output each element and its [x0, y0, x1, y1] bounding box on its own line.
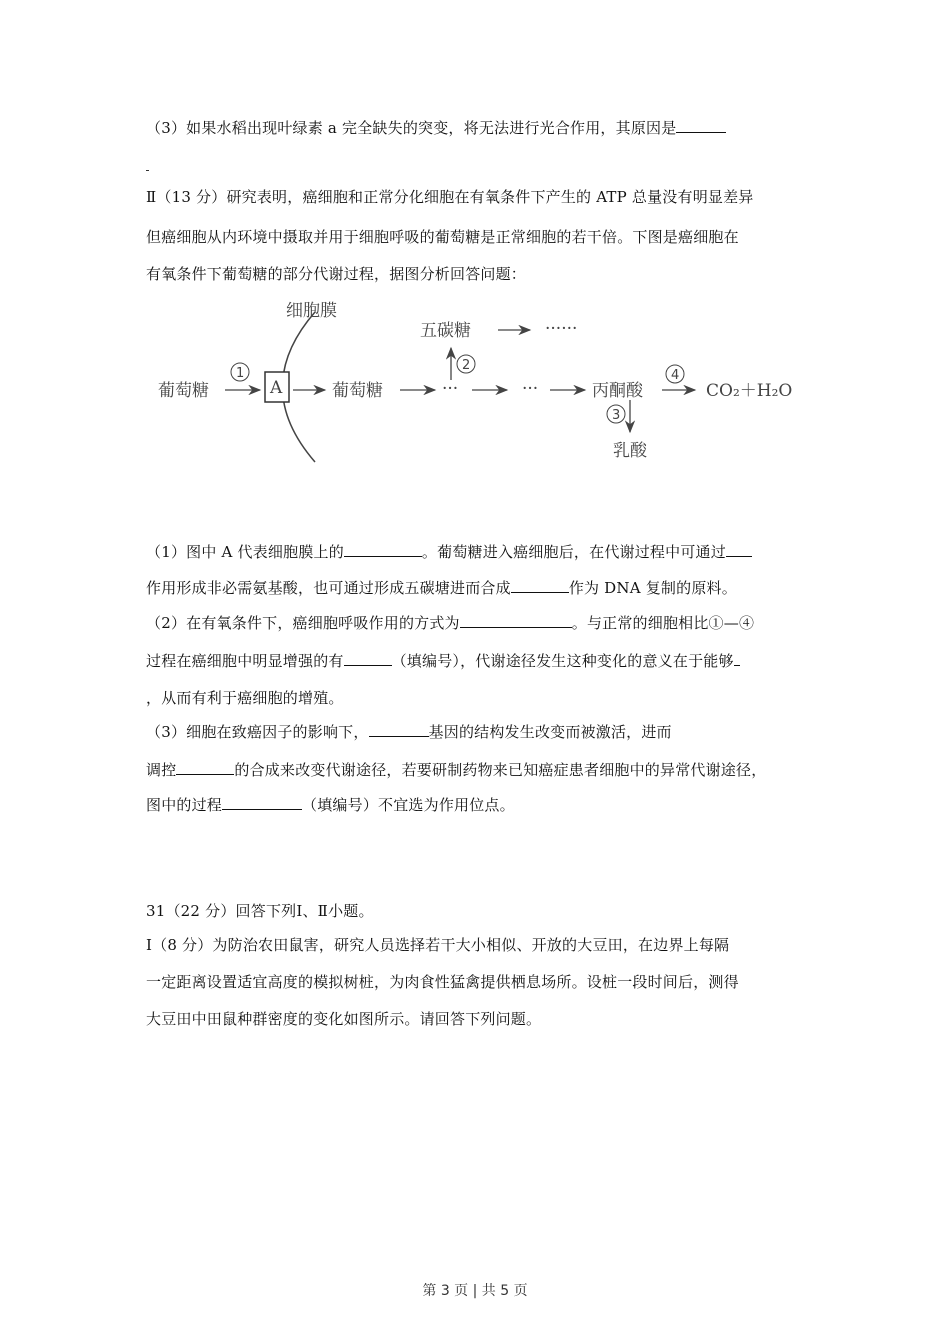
part-ii-intro-line-3: 有氧条件下葡萄糖的部分代谢过程，据图分析回答问题：	[146, 265, 527, 283]
q3-text-a: （3）细胞在致癌因子的影响下，	[146, 723, 369, 741]
ellipsis-1: ···	[442, 379, 459, 399]
q2-text-d: （填编号），代谢途径发生这种变化的意义在于能够	[391, 652, 734, 670]
glucose-inside-label: 葡萄糖	[332, 381, 383, 401]
question-text: （3）如果水稻出现叶绿素 a 完全缺失的突变，将无法进行光合作用，其原因是	[146, 119, 677, 137]
question-1-line-1	[146, 542, 752, 562]
glucose-outside-label: 葡萄糖	[158, 381, 209, 401]
question-31-part-i-line-2: 一定距离设置适宜高度的模拟树桩，为肉食性猛禽提供栖息场所。设桩一段时间后，测得	[146, 973, 739, 991]
q1-text-b: 。葡萄糖进入癌细胞后，在代谢过程中可通过	[421, 543, 726, 561]
answer-blank-2b	[344, 651, 392, 666]
question-31-title: 31（22 分）回答下列Ⅰ、Ⅱ小题。	[146, 902, 374, 920]
q1-text-d: 作为 DNA 复制的原料。	[568, 579, 737, 597]
q1-text-c: 作用形成非必需氨基酸，也可通过形成五碳塘进而合成	[146, 579, 511, 597]
q1-text-a: （1）图中 A 代表细胞膜上的	[146, 543, 344, 561]
answer-blank	[676, 118, 726, 133]
question-3-line-3	[146, 795, 515, 815]
question-1-line-2	[146, 578, 737, 598]
answer-blank-2c	[734, 651, 740, 666]
glucose-metabolism-diagram	[150, 292, 820, 472]
q2-text-c: 过程在癌细胞中明显增强的有	[146, 652, 344, 670]
part-ii-intro-line-2: 但癌细胞从内环境中摄取并用于细胞呼吸的葡萄糖是正常细胞的若干倍。下图是癌细胞在	[146, 228, 739, 246]
answer-blank-3b	[176, 760, 234, 775]
box-a-label: A	[270, 378, 283, 398]
products-label: CO₂＋H₂O	[706, 381, 793, 401]
ellipsis-2: ···	[522, 379, 539, 399]
question-2-line-1	[146, 613, 754, 633]
ellipsis-pentose: ······	[545, 319, 578, 339]
q3-text-e: 图中的过程	[146, 796, 223, 814]
step-4-label: 4	[671, 368, 680, 383]
step-1-label: 1	[236, 366, 245, 381]
answer-blank-3c	[222, 795, 302, 810]
question-2-line-2	[146, 651, 740, 671]
answer-blank-1a	[344, 542, 422, 557]
membrane-label: 细胞膜	[286, 301, 337, 321]
q3-text-f: （填编号）不宜选为作用位点。	[302, 796, 515, 814]
question-3-photosynthesis	[146, 118, 726, 138]
page-footer: 第 3 页 | 共 5 页	[422, 1283, 528, 1299]
stray-mark	[146, 170, 149, 171]
question-31-part-i-line-3: 大豆田中田鼠种群密度的变化如图所示。请回答下列问题。	[146, 1010, 542, 1028]
answer-blank-3a	[369, 722, 429, 737]
question-3-line-2	[146, 760, 766, 780]
q3-text-c: 调控	[146, 761, 177, 779]
q2-text-a: （2）在有氧条件下，癌细胞呼吸作用的方式为	[146, 614, 460, 632]
answer-blank-1c	[511, 578, 569, 593]
pentose-label: 五碳糖	[420, 321, 471, 341]
answer-blank-1b	[726, 542, 752, 557]
q3-text-b: 基因的结构发生改变而被激活，进而	[428, 723, 672, 741]
step-3-label: 3	[612, 408, 621, 423]
question-3-line-1	[146, 722, 672, 742]
q3-text-d: 的合成来改变代谢途径，若要研制药物来已知癌症患者细胞中的异常代谢途径，	[234, 761, 767, 779]
question-2-line-3: ，从而有利于癌细胞的增殖。	[146, 689, 344, 707]
pyruvate-label: 丙酮酸	[592, 381, 643, 401]
step-2-label: 2	[462, 358, 471, 373]
lactate-label: 乳酸	[613, 441, 647, 461]
question-31-part-i-line-1: Ⅰ（8 分）为防治农田鼠害，研究人员选择若干大小相似、开放的大豆田，在边界上每隔	[146, 936, 730, 954]
q2-text-b: 。与正常的细胞相比①—④	[571, 614, 755, 632]
part-ii-intro-line-1: Ⅱ（13 分）研究表明，癌细胞和正常分化细胞在有氧条件下产生的 ATP 总量没有明显差异	[146, 188, 754, 206]
answer-blank-2a	[460, 613, 572, 628]
